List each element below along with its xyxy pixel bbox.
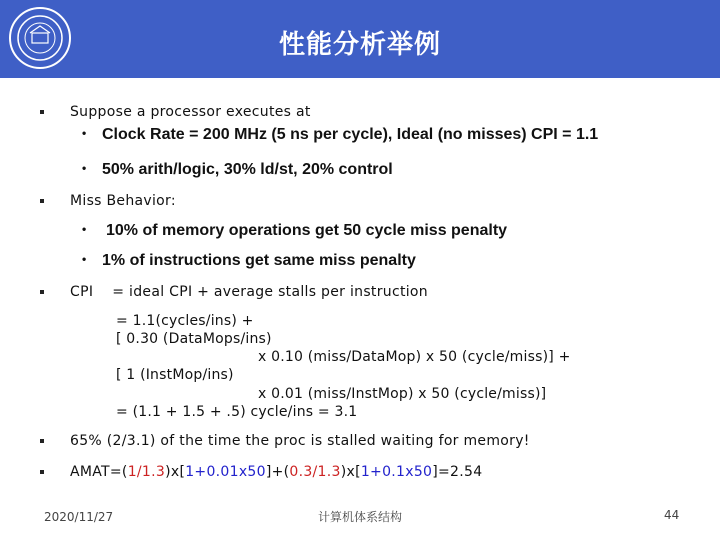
subbullet-text: 10% of memory operations get 50 cycle miss penalty xyxy=(106,222,508,239)
footer-date: 2020/11/27 xyxy=(44,510,114,524)
dot-bullet-icon: • xyxy=(82,252,87,266)
subbullet-text: 1% of instructions get same miss penalty xyxy=(102,252,416,269)
amat-red-1: 1/1.3 xyxy=(127,464,166,480)
subbullet-text: Clock Rate = 200 MHz (5 ns per cycle), Ideal (no misses) CPI = 1.1 xyxy=(102,126,599,143)
page-title: 性能分析举例 xyxy=(278,30,441,60)
cpi-line-6: = (1.1 + 1.5 + .5) cycle/ins = 3.1 xyxy=(116,404,358,420)
dot-bullet-icon: • xyxy=(82,222,87,236)
cpi-line-3: x 0.10 (miss/DataMop) x 50 (cycle/miss)] + xyxy=(258,349,571,365)
amat-text-3: ]+( xyxy=(265,464,290,480)
amat-blue-2: 1+0.1x50 xyxy=(360,464,433,480)
amat-red-2: 0.3/1.3 xyxy=(289,464,341,480)
square-bullet-icon xyxy=(40,290,44,294)
bullet-text: CPI = ideal CPI + average stalls per instruction xyxy=(70,284,428,300)
cpi-line-5: x 0.01 (miss/InstMop) x 50 (cycle/miss)] xyxy=(258,386,547,402)
footer-page-number: 44 xyxy=(664,508,680,522)
amat-text-4: )x[ xyxy=(340,464,361,480)
square-bullet-icon xyxy=(40,439,44,443)
dot-bullet-icon: • xyxy=(82,161,87,175)
cpi-line-1: = 1.1(cycles/ins) + xyxy=(116,313,254,329)
amat-formula xyxy=(70,464,482,480)
amat-blue-1: 1+0.01x50 xyxy=(185,464,266,480)
amat-text-1: AMAT=( xyxy=(70,464,128,480)
amat-text-2: )x[ xyxy=(165,464,186,480)
footer-course: 计算机体系结构 xyxy=(318,510,403,524)
subbullet-text: 50% arith/logic, 30% ld/st, 20% control xyxy=(102,161,393,178)
header-bar xyxy=(0,0,720,78)
cpi-line-4: [ 1 (InstMop/ins) xyxy=(116,367,234,383)
bullet-text: 65% (2/3.1) of the time the proc is stalled waiting for memory! xyxy=(70,433,530,449)
square-bullet-icon xyxy=(40,199,44,203)
bullet-text: Miss Behavior: xyxy=(70,193,176,209)
cpi-line-2: [ 0.30 (DataMops/ins) xyxy=(116,331,272,347)
square-bullet-icon xyxy=(40,110,44,114)
amat-text-5: ]=2.54 xyxy=(432,464,483,480)
square-bullet-icon xyxy=(40,470,44,474)
bullet-text: Suppose a processor executes at xyxy=(70,104,311,120)
dot-bullet-icon: • xyxy=(82,126,87,140)
